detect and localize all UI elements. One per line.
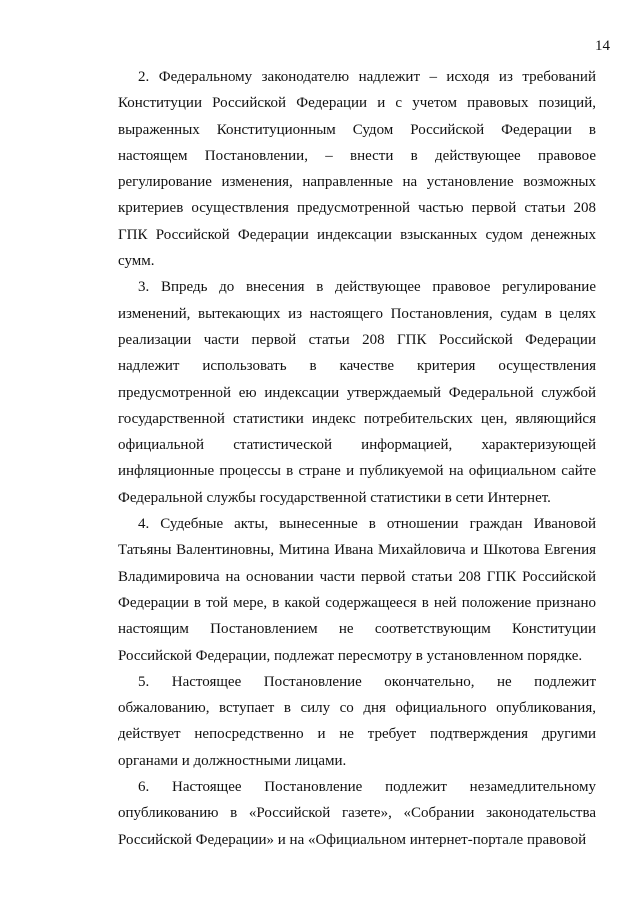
paragraph-6: 6. Настоящее Постановление подлежит незамедлительному опубликованию в «Российской газете», «Собрании законодательства Российской Федерации» и на «Официальном интернет-портале правовой — [118, 779, 596, 848]
paragraph-5: 5. Настоящее Постановление окончательно, не подлежит обжалованию, вступает в силу со дня официального опубликования, действует непосредственно и не требует подтверждения другими органами и должностными лицами. — [118, 673, 596, 769]
document-body — [118, 64, 596, 853]
paragraph-4: 4. Судебные акты, вынесенные в отношении граждан Ивановой Татьяны Валентиновны, Митина Ивана Михайловича и Шкотова Евгения Владимировича на основании части первой статьи 208 ГПК Российской Федерации в той мере, в какой содержащееся в ней положение признано настоящим Постановлением не соответствующим Конституции Российской Федерации, подлежат пересмотру в установленном порядке. — [118, 516, 596, 664]
paragraph-2: 2. Федеральному законодателю надлежит – исходя из требований Конституции Российской Федерации и с учетом правовых позиций, выраженных Конституционным Судом Российской Федерации в настоящем Постановлении, – внести в действующее правовое регулирование изменения, направленные на установление возможных критериев осуществления предусмотренной частью первой статьи 208 ГПК Российской Федерации индексации взысканных судом денежных сумм. — [118, 69, 596, 270]
page-number: 14 — [595, 38, 610, 54]
paragraph-3: 3. Впредь до внесения в действующее правовое регулирование изменений, вытекающих из настоящего Постановления, судам в целях реализации части первой статьи 208 ГПК Российской Федерации надлежит использовать в качестве критерия осуществления предусмотренной ею индексации утверждаемый Федеральной службой государственной статистики индекс потребительских цен, являющийся официальной статистической информацией, характеризующей инфляционные процессы в стране и публикуемой на официальном сайте Федеральной службы государственной статистики в сети Интернет. — [118, 279, 596, 506]
